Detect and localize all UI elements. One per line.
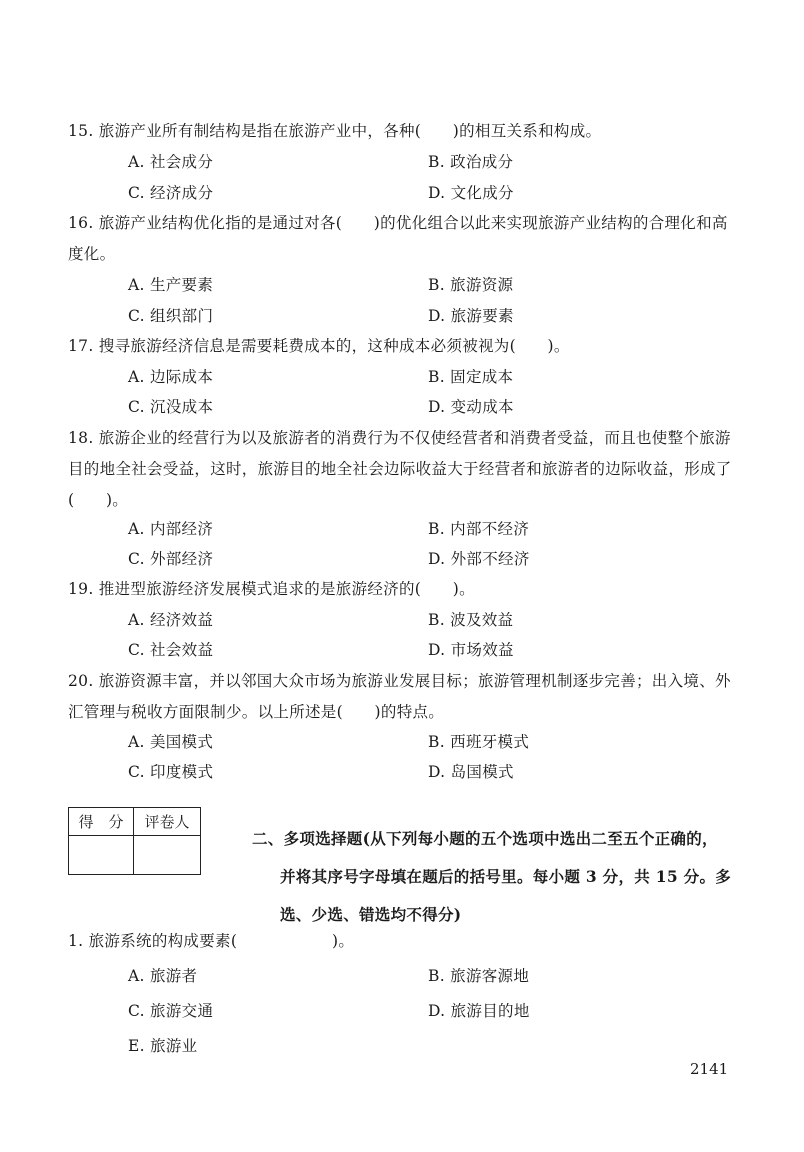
question-text: 旅游企业的经营行为以及旅游者的消费行为不仅使经营者和消费者受益，而且也使整个旅游目的地全社会受益，这时，旅游目的地全社会边际收益大于经营者和旅游者的边际收益，形成了( )。 xyxy=(68,429,732,509)
question-text: 旅游资源丰富，并以邻国大众市场为旅游业发展目标；旅游管理机制逐步完善；出入境、外汇管理与税收方面限制少。以上所述是( )的特点。 xyxy=(68,672,731,721)
question-19 xyxy=(68,574,740,605)
question-number: 15. xyxy=(68,122,94,140)
option-d: D. 岛国模式 xyxy=(428,763,514,781)
question-text: 旅游系统的构成要素( )。 xyxy=(88,932,355,950)
question-15 xyxy=(68,116,740,147)
option-c: C. 组织部门 xyxy=(128,307,214,325)
section-heading-line: 选、少选、错选均不得分) xyxy=(280,905,462,924)
section-heading xyxy=(252,820,752,934)
option-d: D. 变动成本 xyxy=(428,398,514,416)
question-number: 1. xyxy=(68,932,84,950)
option-a: A. 美国模式 xyxy=(128,733,214,751)
question-number: 18. xyxy=(68,429,94,447)
multi-question-1 xyxy=(68,926,740,957)
option-c: C. 沉没成本 xyxy=(128,398,214,416)
option-b: B. 西班牙模式 xyxy=(428,733,530,751)
option-d: D. 旅游目的地 xyxy=(428,1002,530,1020)
question-17 xyxy=(68,331,740,362)
question-text: 推进型旅游经济发展模式追求的是旅游经济的( )。 xyxy=(98,580,475,598)
option-a: A. 内部经济 xyxy=(128,520,214,538)
question-number: 20. xyxy=(68,672,94,690)
option-a: A. 旅游者 xyxy=(128,967,198,985)
option-b: B. 内部不经济 xyxy=(428,520,530,538)
option-c: C. 经济成分 xyxy=(128,184,214,202)
option-b: B. 旅游客源地 xyxy=(428,967,530,985)
question-number: 19. xyxy=(68,580,94,598)
score-table xyxy=(68,807,201,875)
option-a: A. 边际成本 xyxy=(128,368,214,386)
option-d: D. 文化成分 xyxy=(428,184,514,202)
question-text: 搜寻旅游经济信息是需要耗费成本的，这种成本必须被视为( )。 xyxy=(98,337,570,355)
option-c: C. 社会效益 xyxy=(128,641,214,659)
grader-label: 评卷人 xyxy=(134,808,201,836)
grader-cell xyxy=(134,836,201,875)
option-d: D. 旅游要素 xyxy=(428,307,514,325)
option-d: D. 市场效益 xyxy=(428,641,514,659)
question-text: 旅游产业结构优化指的是通过对各( )的优化组合以此来实现旅游产业结构的合理化和高度化。 xyxy=(68,214,728,263)
question-20 xyxy=(68,666,740,728)
option-a: A. 生产要素 xyxy=(128,276,214,294)
option-a: A. 经济效益 xyxy=(128,611,214,629)
section-heading-line: 并将其序号字母填在题后的括号里。每小题 3 分，共 15 分。多 xyxy=(280,867,732,886)
option-b: B. 旅游资源 xyxy=(428,276,514,294)
option-c: C. 旅游交通 xyxy=(128,1002,214,1020)
option-e: E. 旅游业 xyxy=(128,1037,198,1055)
option-d: D. 外部不经济 xyxy=(428,550,530,568)
question-number: 16. xyxy=(68,214,94,232)
question-text: 旅游产业所有制结构是指在旅游产业中，各种( )的相互关系和构成。 xyxy=(98,122,602,140)
option-c: C. 外部经济 xyxy=(128,550,214,568)
option-b: B. 政治成分 xyxy=(428,153,514,171)
option-c: C. 印度模式 xyxy=(128,763,214,781)
question-18 xyxy=(68,423,740,516)
page-number: 2141 xyxy=(690,1060,729,1078)
option-a: A. 社会成分 xyxy=(128,153,214,171)
question-number: 17. xyxy=(68,337,94,355)
section-heading-line: 二、多项选择题(从下列每小题的五个选项中选出二至五个正确的， xyxy=(252,829,718,848)
question-16 xyxy=(68,208,740,270)
score-label: 得 分 xyxy=(69,808,134,836)
score-cell xyxy=(69,836,134,875)
option-b: B. 波及效益 xyxy=(428,611,514,629)
option-b: B. 固定成本 xyxy=(428,368,514,386)
